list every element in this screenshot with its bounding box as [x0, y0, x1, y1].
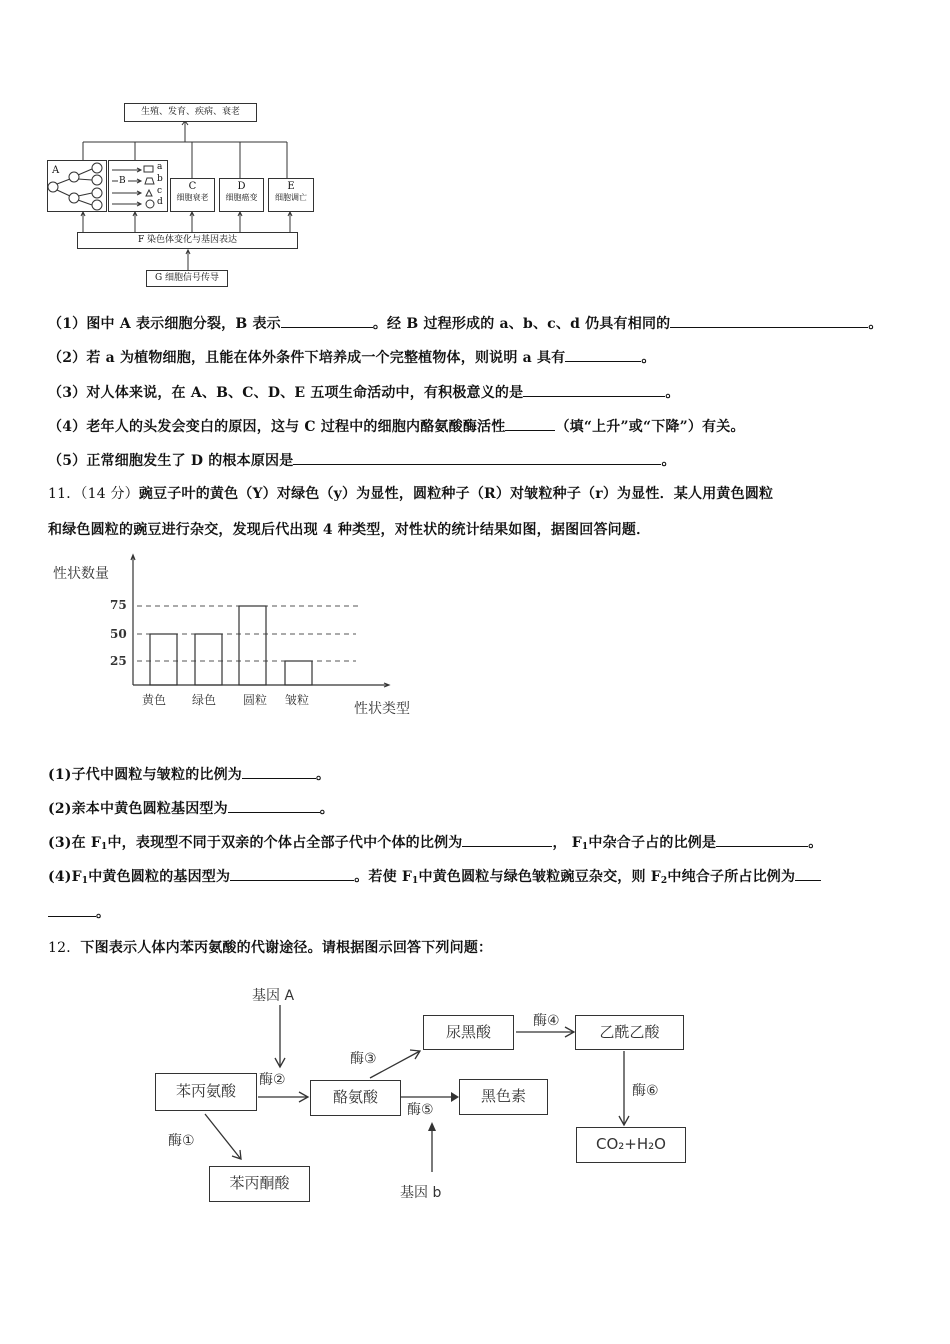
q11-item-3: (3)在 $F_1$中，表现型不同于双亲的个体占全部子代中个体的比例为 ， $F_1$中杂合子占的比例是 。 — [48, 832, 822, 852]
q10-item-5: （5）正常细胞发生了 D 的根本原因是 。 — [48, 450, 676, 470]
output-a: a — [157, 162, 163, 172]
box-c-letter: C — [188, 181, 197, 192]
box-d-text: 细胞癌变 — [225, 193, 258, 202]
box-a-letter: A — [52, 165, 60, 176]
box-b-letter: B — [119, 176, 126, 186]
node-phenylalanine: 苯丙氨酸 — [155, 1073, 257, 1111]
enzyme-5-label: 酶⑤ — [407, 1102, 434, 1118]
node-melanin: 黑色素 — [459, 1079, 548, 1115]
y-tick-75: 75 — [110, 598, 127, 612]
q11-item-4: $(4)F_1$中黄色圆粒的基因型为 。若使 $F_1$中黄色圆粒与绿色皱粒豌豆杂交，则 $F_2$中纯合子所占比例为 — [48, 866, 821, 886]
q10-item-3: （3）对人体来说，在 A、B、C、D、E 五项生命活动中，有积极意义的是 。 — [48, 382, 680, 402]
question-number: 11． — [48, 486, 81, 502]
node-phenylpyruvate: 苯丙酮酸 — [209, 1166, 310, 1202]
q10-item-4: （4）老年人的头发会变白的原因，这与 C 过程中的细胞内酪氨酸酶活性 （填“上升”或“下降”）有关。 — [48, 416, 745, 436]
x-axis-label: 性状类型 — [354, 701, 410, 717]
x-tick-wrinkled: 皱粒 — [285, 693, 310, 707]
question-score: （14 分） — [80, 486, 139, 502]
gene-b-label: 基因 b — [400, 1185, 442, 1201]
node-co2-h2o: CO₂+H₂O — [576, 1127, 686, 1163]
node-tyrosine: 酪氨酸 — [310, 1080, 401, 1116]
q12-stem: 12．下图表示人体内苯丙氨酸的代谢途径。请根据图示回答下列问题： — [48, 940, 493, 956]
output-d: d — [157, 197, 163, 207]
y-tick-25: 25 — [110, 654, 127, 668]
enzyme-1-label: 酶① — [168, 1133, 195, 1149]
x-tick-yellow: 黄色 — [142, 693, 167, 707]
box-c-text: 细胞衰老 — [176, 193, 209, 202]
q11-item-4-cont: 。 — [48, 902, 110, 922]
output-b: b — [157, 174, 163, 184]
q11-stem-line2: 和绿色圆粒的豌豆进行杂交，发现后代出现 4 种类型，对性状的统计结果如图，据图回答问题． — [48, 522, 651, 538]
y-tick-50: 50 — [110, 627, 127, 641]
y-axis-label: 性状数量 — [53, 566, 109, 582]
enzyme-6-label: 酶⑥ — [632, 1083, 659, 1099]
box-g-signaling: G 细胞信号传导 — [146, 270, 228, 287]
q10-item-1: （1）图中 A 表示细胞分裂，B 表示 。经 B 过程形成的 a、b、c、d 仍具有相同的 。 — [48, 313, 883, 333]
gene-a-label: 基因 A — [252, 988, 295, 1004]
box-e-text: 细胞调亡 — [275, 193, 307, 202]
enzyme-3-label: 酶③ — [350, 1051, 377, 1067]
box-d-letter: D — [237, 181, 246, 192]
q11-stem-line1: 11．（14 分）豌豆子叶的黄色（Y）对绿色（y）为显性，圆粒种子（R）对皱粒种子（r）为显性．某人用黄色圆粒 — [48, 486, 774, 502]
x-tick-round: 圆粒 — [243, 693, 268, 707]
question-number: 12． — [48, 940, 81, 956]
x-tick-green: 绿色 — [192, 693, 217, 707]
enzyme-2-label: 酶② — [259, 1072, 286, 1088]
q11-item-1: (1)子代中圆粒与皱粒的比例为 。 — [48, 764, 330, 784]
node-acetoacetate: 乙酰乙酸 — [575, 1015, 684, 1050]
box-f-chromosome: F 染色体变化与基因表达 — [77, 232, 298, 249]
output-c: c — [157, 186, 163, 196]
outcome-box: 生殖、发育、疾病、衰老 — [124, 103, 257, 122]
q11-item-2: (2)亲本中黄色圆粒基因型为 。 — [48, 798, 334, 818]
box-e-letter: E — [287, 181, 295, 192]
node-homogentisic-acid: 尿黑酸 — [423, 1015, 514, 1050]
q10-item-2: （2）若 a 为植物细胞，且能在体外条件下培养成一个完整植物体，则说明 a 具有 。 — [48, 347, 656, 367]
enzyme-4-label: 酶④ — [533, 1013, 560, 1029]
